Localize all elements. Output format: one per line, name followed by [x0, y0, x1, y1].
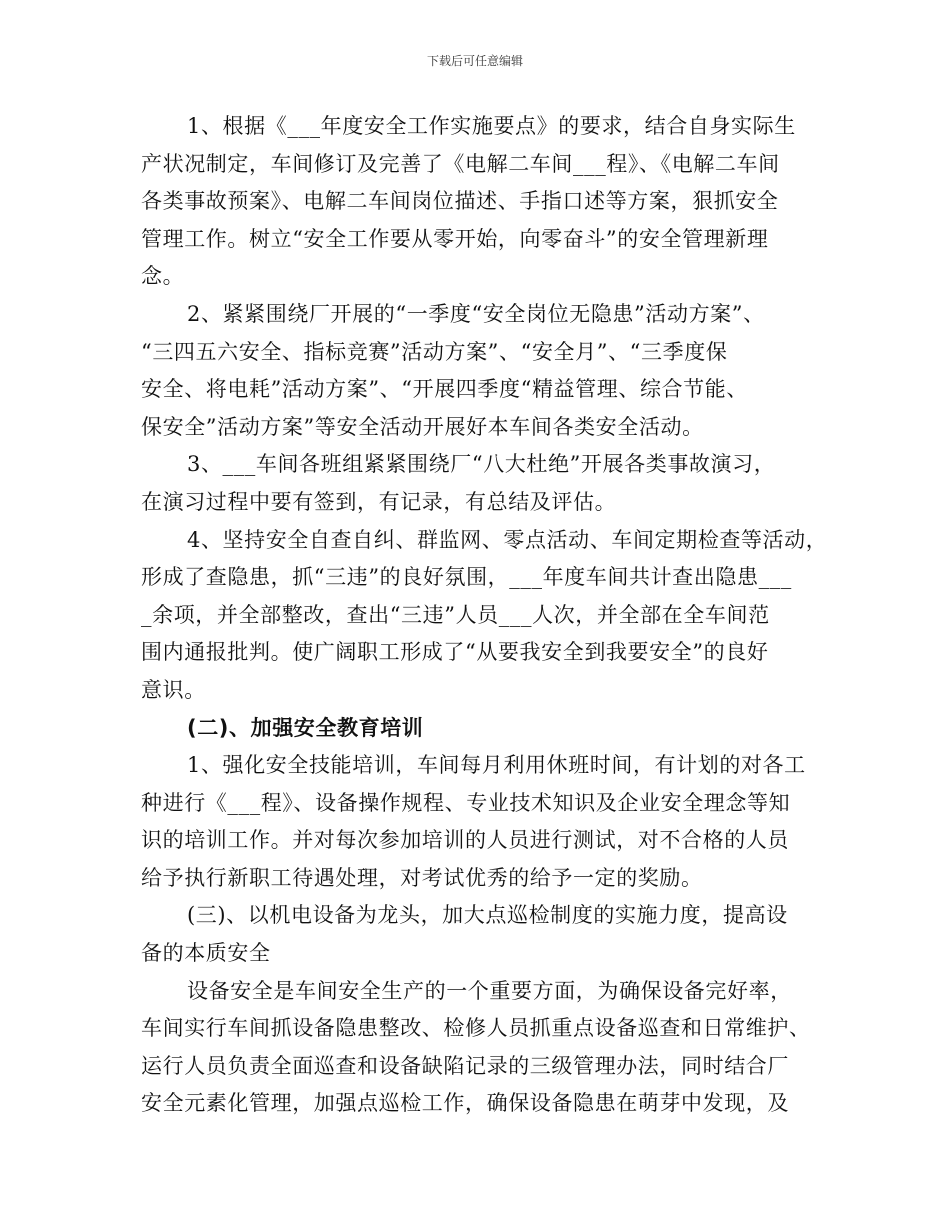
text-line: 运行人员负责全面巡查和设备缺陷记录的三级管理办法，同时结合厂	[141, 1053, 789, 1078]
text-line: _余项，并全部整改，查出“三违”人员___人次，并全部在全车间范	[141, 602, 770, 627]
text-line: 围内通报批判。使广阔职工形成了“从要我安全到我要安全”的良好	[141, 640, 769, 665]
text-line: 设备安全是车间安全生产的一个重要方面，为确保设备完好率，	[187, 978, 792, 1003]
text-line: “三四五六安全、指标竞赛”活动方案”、“安全月”、“三季度保	[141, 339, 728, 364]
section-heading: (三)、以机电设备为龙头，加大点巡检制度的实施力度，提高设	[187, 903, 788, 928]
text-line: 车间实行车间抓设备隐患整改、检修人员抓重点设备巡查和日常维护、	[141, 1016, 811, 1041]
text-line: 1、根据《___年度安全工作实施要点》的要求，结合自身实际生	[187, 114, 796, 138]
text-line: 识的培训工作。并对每次参加培训的人员进行测试，对不合格的人员	[141, 828, 789, 853]
text-line: 各类事故预案》、电解二车间岗位描述、手指口述等方案，狠抓安全	[141, 189, 779, 214]
text-line: 安全元素化管理，加强点巡检工作，确保设备隐患在萌芽中发现，及	[141, 1091, 789, 1116]
text-line: 4、坚持安全自查自纠、群监网、零点活动、车间定期检查等活动，	[187, 527, 828, 552]
text-line: 在演习过程中要有签到，有记录，有总结及评估。	[141, 489, 617, 514]
text-line: 安全、将电耗”活动方案”、“开展四季度“精益管理、综合节能、	[141, 377, 748, 402]
text-line: 念。	[141, 264, 185, 289]
text-line: 意识。	[141, 677, 206, 702]
text-line: 保安全”活动方案”等安全活动开展好本车间各类安全活动。	[141, 414, 704, 439]
text-line: 1、强化安全技能培训，车间每月利用休班时间，有计划的对各工	[187, 753, 806, 778]
page-header: 下载后可任意编辑	[426, 54, 523, 68]
text-line: 形成了查隐患，抓“三违”的良好氛围，___年度车间共计查出隐患___	[141, 565, 792, 590]
section-heading: (二)、加强安全教育培训	[187, 715, 424, 740]
text-line: 给予执行新职工待遇处理，对考试优秀的给予一定的奖励。	[141, 865, 703, 890]
document-body	[141, 108, 828, 1123]
text-line: 种进行《___程》、设备操作规程、专业技术知识及企业安全理念等知	[141, 790, 791, 815]
text-line: 3、___车间各班组紧紧围绕厂“八大杜绝”开展各类事故演习，	[187, 452, 776, 477]
text-line: 备的本质安全	[141, 941, 271, 966]
text-line: 2、紧紧围绕厂开展的“一季度“安全岗位无隐患”活动方案”、	[187, 301, 765, 326]
text-line: 产状况制定，车间修订及完善了《电解二车间___程》、《电解二车间	[141, 151, 780, 176]
text-line: 管理工作。树立“安全工作要从零开始，向零奋斗”的安全管理新理	[141, 226, 769, 251]
